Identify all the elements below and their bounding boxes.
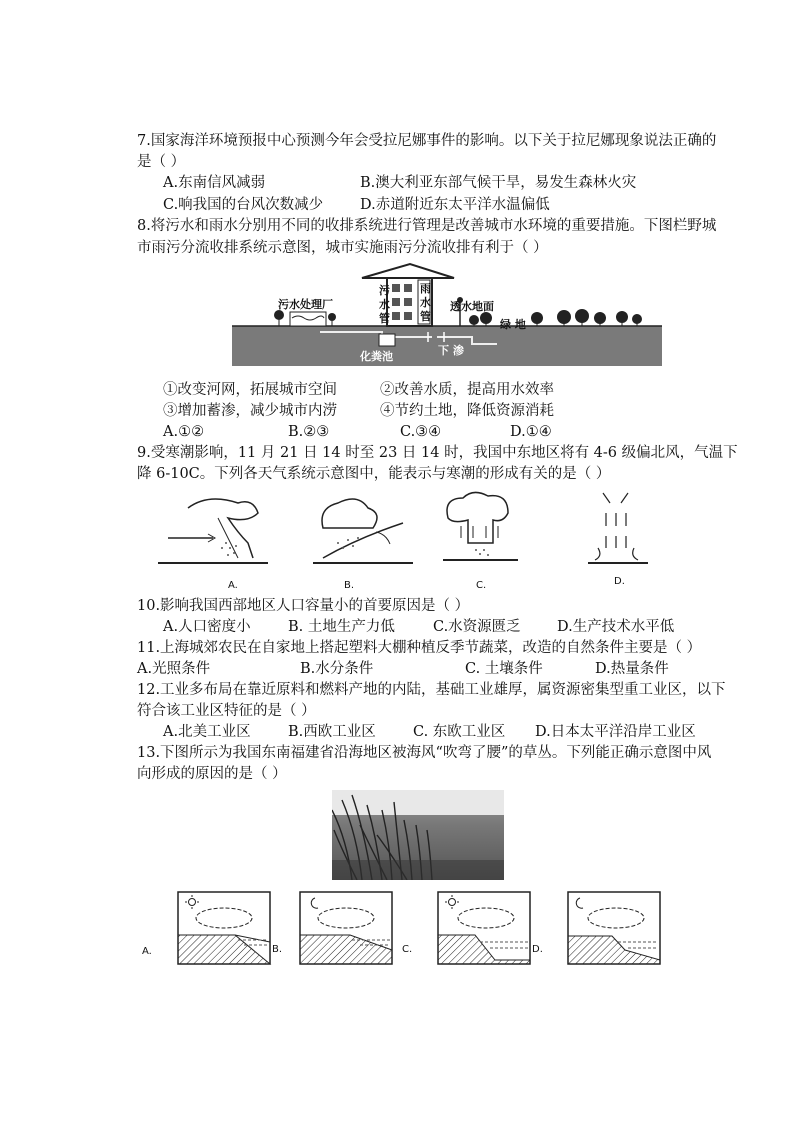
q10-stem: 10.影响我国西部地区人口容量小的首要原因是（ ） [137, 598, 470, 614]
q9-label-d: D. [614, 576, 625, 587]
q11-option-b: B.水分条件 [300, 661, 374, 677]
q11-option-c: C. 土壤条件 [465, 661, 543, 677]
q9-label-c: C. [476, 580, 487, 591]
building-roof [362, 264, 454, 278]
q13-breeze-diagrams [140, 890, 700, 970]
q8-statement-2: ②改善水质，提高用水效率 [380, 382, 554, 398]
q8-statement-3: ③增加蓄渗，减少城市内涝 [163, 403, 337, 419]
q9-label-a: A. [228, 580, 238, 591]
q9-label-b: B. [344, 580, 355, 591]
q9-stem-line1: 9.受寒潮影响，11 月 21 日 14 时至 23 日 14 时，我国中东地区将有 4-6 级偏北风，气温下 [137, 445, 738, 461]
q11-stem: 11.上海城郊农民在自家地上搭起塑料大棚种植反季节蔬菜，改造的自然条件主要是（ ） [137, 640, 702, 656]
q13-label-a: A. [142, 946, 152, 957]
label-permeable-ground: 透水地面 [450, 300, 494, 313]
q13-label-d: D. [532, 944, 543, 955]
green-land-trees [469, 309, 642, 326]
q9-stem-line2: 降 6-10C。下列各天气系统示意图中，能表示与寒潮的形成有关的是（ ） [137, 466, 611, 482]
q12-option-b: B.西欧工业区 [288, 724, 376, 740]
diagram-c-convection [443, 492, 518, 560]
q7-option-c: C.响我国的台风次数减少 [163, 197, 324, 213]
q9-weather-diagrams [158, 488, 658, 598]
q8-option-d: D.①④ [510, 424, 552, 440]
diagram-b-night [300, 892, 392, 964]
sewage-plant-tank [290, 312, 326, 326]
q7-option-b: B.澳大利亚东部气候干旱，易发生森林火灾 [360, 175, 637, 191]
q13-grass-photo [332, 790, 504, 880]
q12-stem-line2: 符合该工业区特征的是（ ） [137, 703, 316, 719]
q7-stem-line1: 7.国家海洋环境预报中心预测今年会受拉尼娜事件的影响。以下关于拉尼娜现象说法正确的 [137, 133, 717, 149]
septic-tank [379, 334, 395, 346]
diagram-a-day [178, 892, 270, 964]
diagram-a-cold-front [158, 499, 268, 563]
q10-option-b: B. 土地生产力低 [288, 619, 395, 635]
diagram-b-warm-front [313, 499, 413, 563]
diagram-d-descending [588, 493, 648, 563]
diagram-d-night [568, 892, 660, 964]
q11-option-d: D.热量条件 [595, 661, 669, 677]
q12-option-d: D.日本太平洋沿岸工业区 [535, 724, 696, 740]
q7-option-a: A.东南信风减弱 [163, 175, 266, 191]
tree-icon [328, 313, 336, 321]
q13-stem-line1: 13.下图所示为我国东南福建省沿海地区被海风“吹弯了腰”的草丛。下列能正确示意图中风 [137, 745, 712, 761]
q10-option-a: A.人口密度小 [163, 619, 251, 635]
label-septic-tank: 化粪池 [360, 350, 393, 363]
q8-drainage-diagram [232, 262, 662, 366]
label-sewage-plant: 污水处理厂 [278, 298, 333, 311]
q7-option-d: D.赤道附近东太平洋水温偏低 [360, 197, 550, 213]
q8-stem-line2: 市雨污分流收排系统示意图，城市实施雨污分流收排有利于（ ） [137, 240, 548, 256]
q13-stem-line2: 向形成的原因的是（ ） [137, 766, 287, 782]
q8-option-c: C.③④ [400, 424, 442, 440]
q12-stem-line1: 12.工业多布局在靠近原料和燃料产地的内陆，基础工业雄厚，属资源密集型重工业区，以下 [137, 682, 726, 698]
label-green-land: 绿 地 [500, 318, 526, 331]
q13-label-b: B. [272, 944, 283, 955]
q8-option-b: B.②③ [288, 424, 330, 440]
q13-label-c: C. [402, 944, 413, 955]
q10-option-d: D.生产技术水平低 [557, 619, 675, 635]
q8-stem-line1: 8.将污水和雨水分别用不同的收排系统进行管理是改善城市水环境的重要措施。下图栏野城 [137, 218, 717, 234]
q11-option-a: A.光照条件 [137, 661, 211, 677]
diagram-c-day [438, 892, 530, 964]
label-seepage: 下 渗 [438, 344, 464, 357]
q12-option-a: A.北美工业区 [163, 724, 251, 740]
q7-stem-line2: 是（ ） [137, 154, 186, 170]
label-sewage-pipe: 污 水 管 [379, 284, 390, 325]
q8-statement-4: ④节约土地，降低资源消耗 [380, 403, 554, 419]
q8-option-a: A.①② [163, 424, 205, 440]
label-rain-pipe: 雨 水 管 [420, 282, 431, 323]
q12-option-c: C. 东欧工业区 [413, 724, 506, 740]
q10-option-c: C.水资源匮乏 [433, 619, 521, 635]
q8-statement-1: ①改变河网，拓展城市空间 [163, 382, 337, 398]
